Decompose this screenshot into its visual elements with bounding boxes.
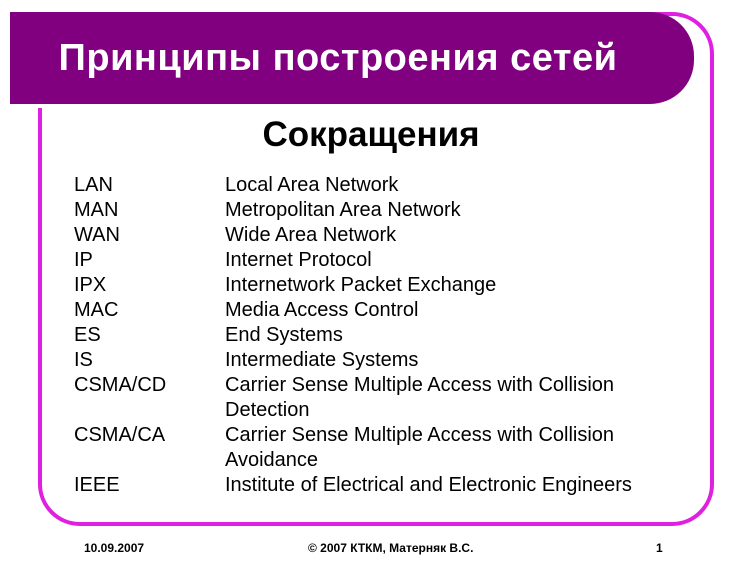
abbreviation-list bbox=[74, 173, 684, 498]
abbreviation-meaning: Internet Protocol bbox=[225, 249, 372, 271]
abbreviation-meaning: Media Access Control bbox=[225, 299, 419, 321]
slide-subtitle: Сокращения bbox=[262, 115, 480, 154]
abbreviation-code: MAN bbox=[74, 199, 119, 221]
abbreviation-code: CSMA/CD bbox=[74, 374, 167, 396]
abbreviation-meaning: End Systems bbox=[225, 324, 343, 346]
footer-copyright: © 2007 КТКМ, Матерняк В.С. bbox=[308, 541, 474, 555]
title-bar bbox=[10, 12, 694, 104]
abbreviation-row bbox=[74, 248, 684, 273]
abbreviation-row bbox=[74, 273, 684, 298]
abbreviation-meaning: Carrier Sense Multiple Access with Collision bbox=[225, 374, 615, 396]
abbreviation-meaning: Internetwork Packet Exchange bbox=[225, 274, 497, 296]
footer-page-number: 1 bbox=[656, 541, 663, 555]
abbreviation-code: CSMA/CA bbox=[74, 424, 166, 446]
abbreviation-code: MAC bbox=[74, 299, 119, 321]
abbreviation-row bbox=[74, 423, 684, 448]
abbreviation-meaning: Metropolitan Area Network bbox=[225, 199, 461, 221]
abbreviation-row bbox=[74, 198, 684, 223]
abbreviation-row bbox=[74, 223, 684, 248]
abbreviation-code: IEEE bbox=[74, 474, 120, 496]
abbreviation-row bbox=[74, 173, 684, 198]
title-underline bbox=[10, 104, 684, 108]
abbreviation-row bbox=[74, 323, 684, 348]
abbreviation-code: IPX bbox=[74, 274, 107, 296]
abbreviation-row-continuation bbox=[74, 398, 684, 423]
abbreviation-code: WAN bbox=[74, 224, 120, 246]
abbreviation-row-continuation bbox=[74, 448, 684, 473]
abbreviation-row bbox=[74, 298, 684, 323]
abbreviation-meaning: Local Area Network bbox=[225, 174, 399, 196]
abbreviation-meaning: Institute of Electrical and Electronic Engineers bbox=[225, 474, 632, 496]
abbreviation-row bbox=[74, 373, 684, 398]
abbreviation-code-empty bbox=[74, 398, 225, 423]
abbreviation-code-empty bbox=[74, 448, 225, 473]
abbreviation-code: ES bbox=[74, 324, 101, 346]
abbreviation-meaning-continuation: Avoidance bbox=[225, 449, 319, 471]
abbreviation-meaning: Carrier Sense Multiple Access with Collision bbox=[225, 424, 615, 446]
abbreviation-row bbox=[74, 348, 684, 373]
abbreviation-code: IP bbox=[74, 249, 93, 271]
abbreviation-meaning: Wide Area Network bbox=[225, 224, 397, 246]
abbreviation-row bbox=[74, 473, 684, 498]
abbreviation-meaning: Intermediate Systems bbox=[225, 349, 419, 371]
footer-date: 10.09.2007 bbox=[84, 541, 145, 555]
abbreviation-meaning-continuation: Detection bbox=[225, 399, 310, 421]
slide-title: Принципы построения сетей bbox=[58, 36, 618, 79]
abbreviation-code: IS bbox=[74, 349, 93, 371]
abbreviation-code: LAN bbox=[74, 174, 113, 196]
